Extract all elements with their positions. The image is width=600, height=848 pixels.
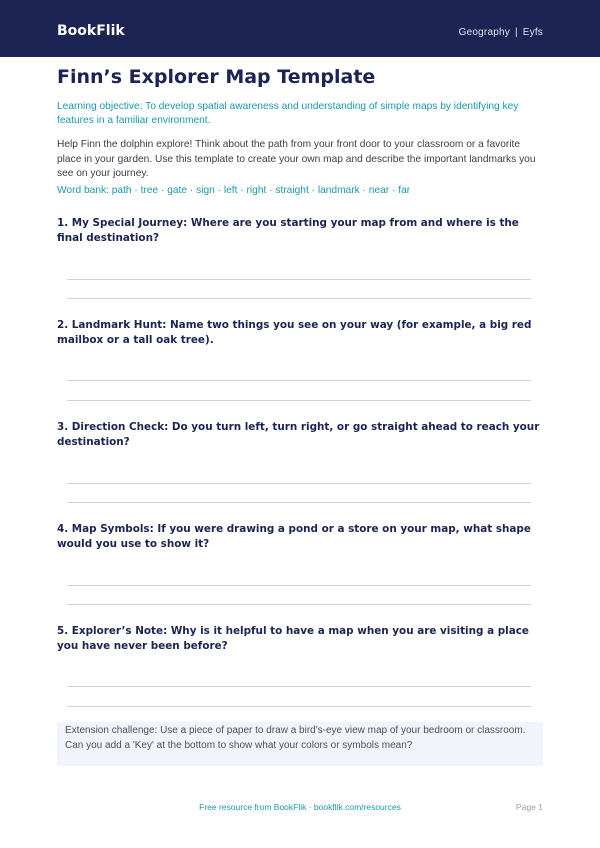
question-1: 1. My Special Journey: Where are you starting your map from and where is the final destination? — [57, 217, 519, 244]
answer-line[interactable] — [67, 279, 531, 280]
question-4: 4. Map Symbols: If you were drawing a pond or a store on your map, what shape would you use to show it? — [57, 523, 531, 550]
answer-line[interactable] — [67, 400, 531, 401]
question-5: 5. Explorer’s Note: Why is it helpful to have a map when you are visiting a place you have never been before? — [57, 625, 529, 652]
subject-label: Geography — [458, 27, 510, 38]
answer-line[interactable] — [67, 298, 531, 299]
page-header — [0, 0, 600, 57]
answer-line[interactable] — [67, 604, 531, 605]
answer-line[interactable] — [67, 585, 531, 586]
question-2: 2. Landmark Hunt: Name two things you see on your way (for example, a big red mailbox or a tall oak tree). — [57, 319, 532, 346]
subject-meta — [459, 27, 543, 38]
intro-text: Help Finn the dolphin explore! Think about the path from your front door to your classroom or a favorite place in your garden. Use this template to create your own map and describe the important landmarks you see on your journey. — [57, 139, 536, 179]
question-3: 3. Direction Check: Do you turn left, turn right, or go straight ahead to reach your destination? — [57, 421, 540, 448]
level-label: Eyfs — [522, 27, 543, 38]
answer-line[interactable] — [67, 686, 531, 687]
footer-credit: Free resource from BookFlik · bookflik.com/resources — [199, 802, 401, 812]
answer-line[interactable] — [67, 706, 531, 707]
meta-separator: | — [514, 27, 518, 38]
page-title: Finn’s Explorer Map Template — [57, 66, 376, 88]
page-number: Page 1 — [516, 802, 543, 812]
answer-line[interactable] — [67, 380, 531, 381]
answer-line[interactable] — [67, 502, 531, 503]
learning-objective: Learning objective: To develop spatial awareness and understanding of simple maps by identifying key features in a familiar environment. — [57, 101, 519, 126]
extension-challenge: Extension challenge: Use a piece of paper to draw a bird's-eye view map of your bedroom or classroom. Can you add a 'Key' at the bottom to show what your colors or symbols mean? — [57, 722, 543, 766]
brand-logo: BookFlik — [57, 23, 125, 39]
word-bank: Word bank: path · tree · gate · sign · left · right · straight · landmark · near · far — [57, 185, 411, 196]
answer-line[interactable] — [67, 483, 531, 484]
